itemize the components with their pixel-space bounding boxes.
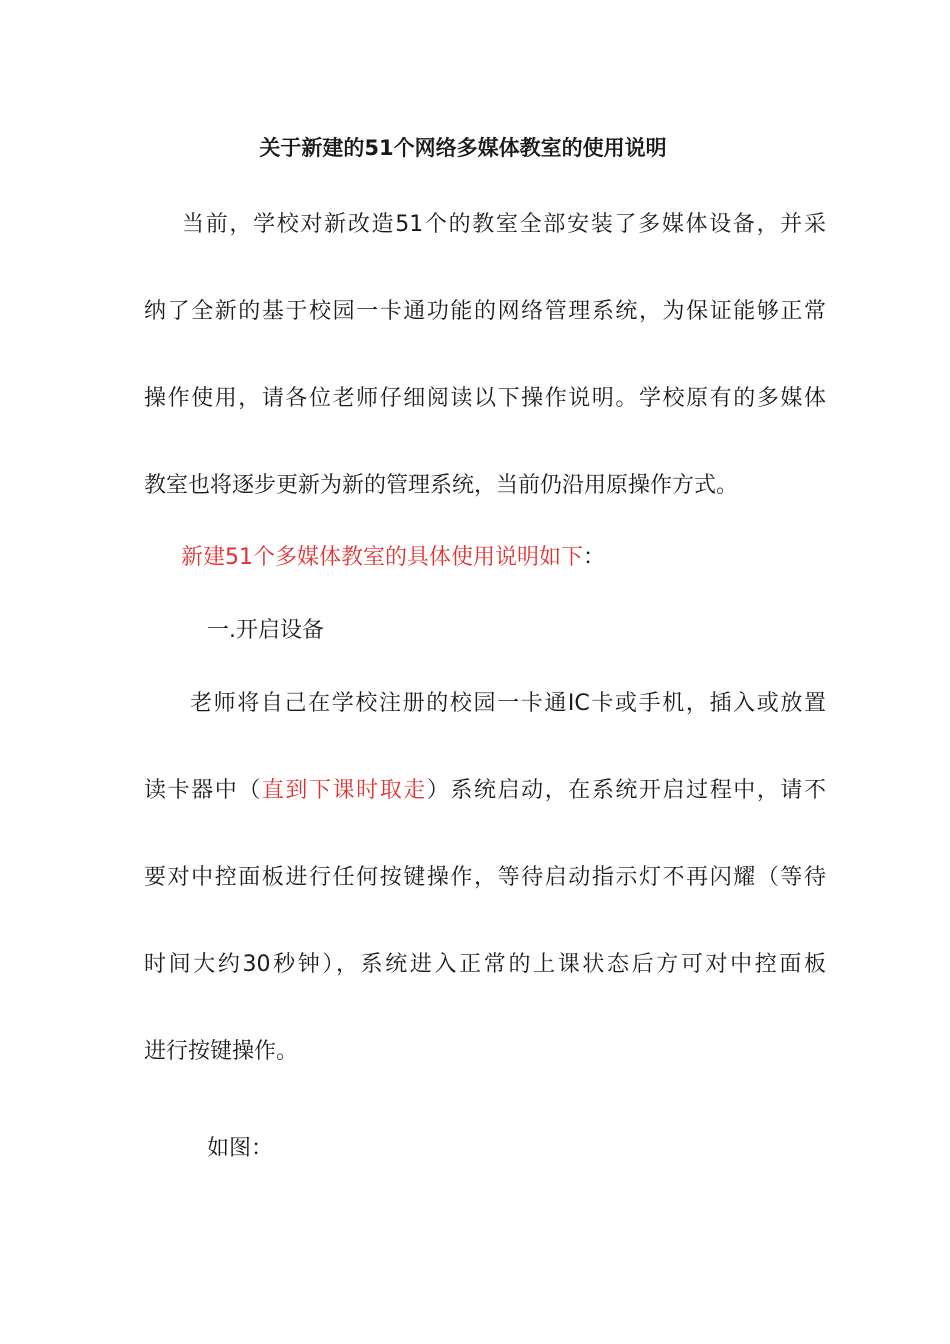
section-heading-open-device: 一.开启设备: [207, 618, 324, 643]
subtitle-colon: ：: [583, 545, 606, 570]
subtitle-text: 新建51个多媒体教室的具体使用说明如下: [181, 545, 583, 570]
section1-line: 要对中控面板进行任何按键操作，等待启动指示灯不再闪耀（等待: [144, 865, 826, 890]
section1-line: 进行按键操作。: [144, 1039, 299, 1064]
intro-line: 教室也将逐步更新为新的管理系统，当前仍沿用原操作方式。: [144, 473, 739, 498]
section1-line: [144, 747, 826, 834]
section1-line: 老师将自己在学校注册的校园一卡通IC卡或手机，插入或放置: [190, 691, 826, 716]
line2-prefix: 读卡器中（: [144, 778, 262, 803]
line2-suffix: ）系统启动，在系统开启过程中，请不: [426, 778, 826, 803]
document-title: 关于新建的51个网络多媒体教室的使用说明: [259, 136, 667, 160]
subtitle-line: [181, 540, 605, 576]
intro-line: 操作使用，请各位老师仔细阅读以下操作说明。学校原有的多媒体: [144, 386, 826, 411]
intro-line: 当前，学校对新改造51个的教室全部安装了多媒体设备，并采: [182, 212, 826, 237]
intro-line: 纳了全新的基于校园一卡通功能的网络管理系统，为保证能够正常: [144, 299, 826, 324]
section1-line: 时间大约30秒钟），系统进入正常的上课状态后方可对中控面板: [144, 952, 826, 977]
section1-paragraph: [144, 660, 826, 1095]
intro-paragraph: [144, 181, 826, 529]
figure-label: 如图：: [207, 1136, 274, 1161]
line2-highlight: 直到下课时取走: [261, 778, 427, 803]
